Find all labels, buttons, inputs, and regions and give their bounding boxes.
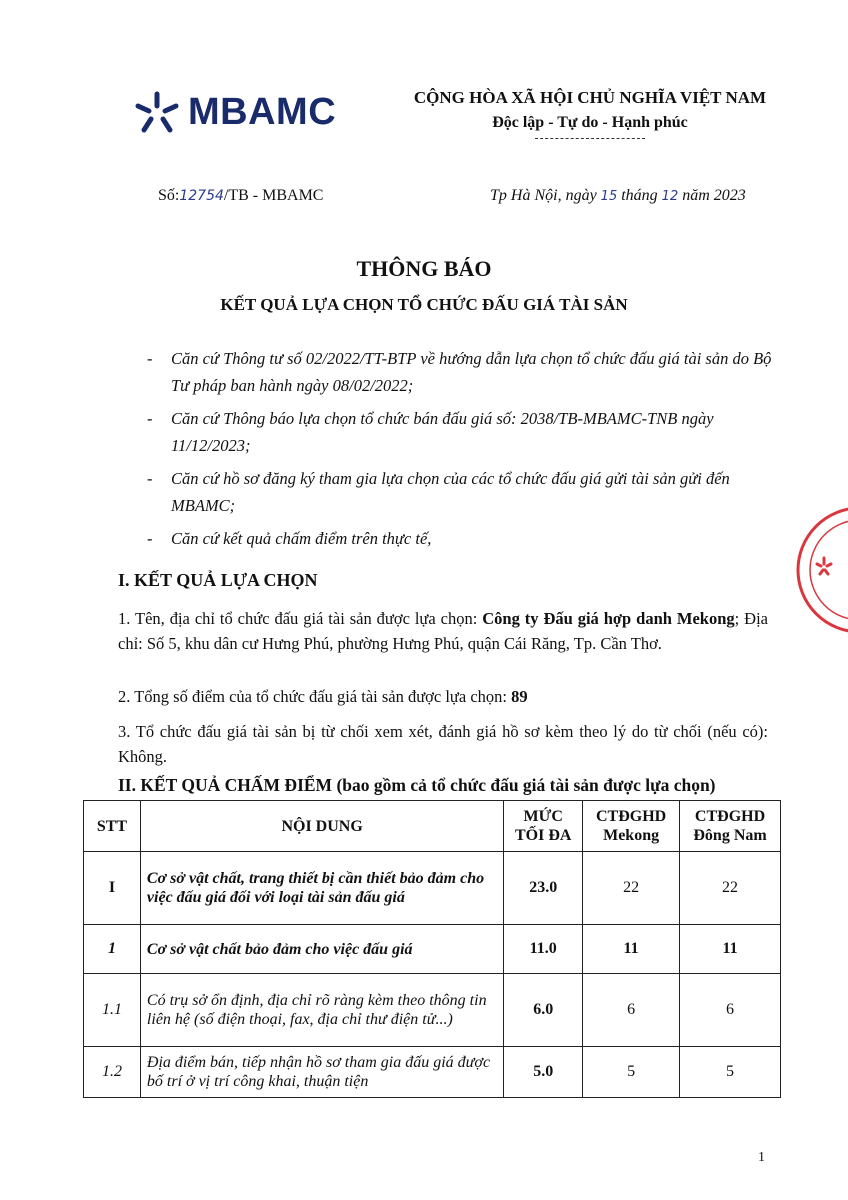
section-1-heading: I. KẾT QUẢ LỰA CHỌN (118, 570, 318, 590)
legal-basis-item: - Căn cứ Thông báo lựa chọn tổ chức bán đấu giá số: 2038/TB-MBAMC-TNB ngày 11/12/2023; (145, 405, 785, 459)
total-score-paragraph: 2. Tổng số điểm của tổ chức đấu giá tài sản được lựa chọn: 89 (118, 687, 528, 706)
legal-basis-item: - Căn cứ hồ sơ đăng ký tham gia lựa chọn của các tổ chức đấu giá gửi tài sản gửi đến MBAMC; (145, 465, 785, 519)
selected-organization-name: Công ty Đấu giá hợp danh Mekong (482, 609, 735, 628)
document-title: THÔNG BÁO (356, 256, 492, 281)
table-row: 1.2 Địa điểm bán, tiếp nhận hồ sơ tham gia đấu giá được bố trí ở vị trí công khai, thuận tiện 5.0 5 5 (84, 1047, 781, 1098)
header-stt: STT (84, 801, 141, 852)
red-seal-stamp (790, 500, 848, 640)
header-max: MỨC TỐI ĐA (504, 801, 583, 852)
table-row: I Cơ sở vật chất, trang thiết bị cần thiết bảo đảm cho việc đấu giá đối với loại tài sản đấu giá 23.0 22 22 (84, 852, 781, 925)
rejected-organizations-paragraph: 3. Tổ chức đấu giá tài sản bị từ chối xem xét, đánh giá hồ sơ kèm theo lý do từ chối (nếu có): Không. (118, 722, 768, 766)
legal-basis-item: - Căn cứ kết quả chấm điểm trên thực tế, (145, 525, 785, 552)
place-date: Tp Hà Nội, ngày 15 tháng 12 năm 2023 (490, 187, 746, 204)
header-content: NỘI DUNG (140, 801, 503, 852)
table-row: 1 Cơ sở vật chất bảo đảm cho việc đấu giá 11.0 11 11 (84, 925, 781, 974)
national-heading (390, 88, 790, 139)
handwritten-month: 12 (661, 189, 679, 204)
mbamc-logo (132, 90, 336, 134)
document-subtitle: KẾT QUẢ LỰA CHỌN TỔ CHỨC ĐẤU GIÁ TÀI SẢN (220, 295, 628, 314)
score-table (83, 800, 781, 1098)
total-score-value: 89 (511, 687, 528, 706)
header-mekong: CTĐGHD Mekong (583, 801, 680, 852)
handwritten-number: 12754 (179, 188, 224, 204)
nation-name: CỘNG HÒA XÃ HỘI CHỦ NGHĨA VIỆT NAM (413, 88, 767, 107)
section-2-heading: II. KẾT QUẢ CHẤM ĐIỂM (bao gồm cả tổ chức đấu giá tài sản được lựa chọn) (118, 775, 716, 795)
mbamc-star-icon (132, 90, 182, 134)
page-number: 1 (758, 1150, 765, 1165)
header-dong-nam: CTĐGHD Đông Nam (680, 801, 781, 852)
nation-motto: Độc lập - Tự do - Hạnh phúc (492, 114, 688, 131)
legal-bases-list (145, 345, 785, 558)
handwritten-day: 15 (600, 189, 618, 204)
document-number: Số:12754/TB - MBAMC (158, 187, 324, 204)
legal-basis-item: - Căn cứ Thông tư số 02/2022/TT-BTP về hướng dẫn lựa chọn tổ chức đấu giá tài sản do Bộ Tư pháp ban hành ngày 08/02/2022; (145, 345, 785, 399)
table-row: 1.1 Có trụ sở ổn định, địa chỉ rõ ràng kèm theo thông tin liên hệ (số điện thoại, fax, địa chỉ thư điện tử...) 6.0 6 6 (84, 974, 781, 1047)
selected-organization-paragraph: 1. Tên, địa chỉ tổ chức đấu giá tài sản được lựa chọn: Công ty Đấu giá hợp danh Mekong; Địa chỉ: Số 5, khu dân cư Hưng Phú, phường Hưng Phú, quận Cái Răng, Tp. Cần Thơ. (118, 609, 768, 653)
table-header-row (84, 801, 781, 852)
motto-underline (535, 138, 645, 139)
logo-text: MBAMC (188, 90, 337, 133)
